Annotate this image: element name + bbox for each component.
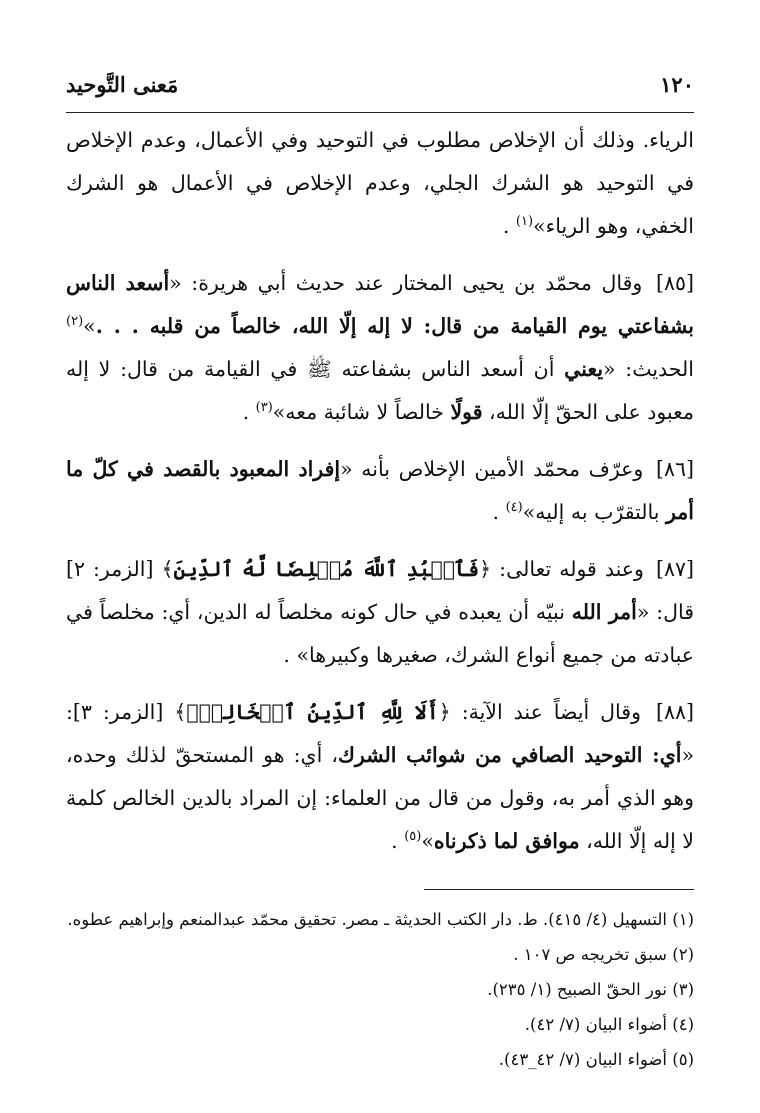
verse-bracket-open: ﴿ <box>479 557 492 581</box>
paragraph-number: [٨٨] <box>655 700 694 724</box>
footnote-ref[interactable]: (٥) <box>404 829 422 845</box>
paragraph-end: . <box>391 829 398 853</box>
footnote-ref[interactable]: (٢) <box>66 314 84 330</box>
footnote-separator <box>424 889 694 890</box>
page-header <box>66 72 694 113</box>
footnote-3: (٣) نور الحقّ الصبيح (١/ ٢٣٥). <box>487 980 694 999</box>
paragraph-text: نبيّه أن يعبده في حال كونه مخلصاً له الدين، أي: مخلصاً في عبادته من جميع أنواع الشرك، صغيرها وكبيرها» <box>66 600 694 667</box>
definition-bold: إفراد المعبود بالقصد في كلّ ما أمر <box>66 457 694 524</box>
verse-text: أَلَا لِلَّهِ ٱلدِّينُ ٱلۡخَالِصُۚ <box>186 700 439 724</box>
verse-bracket-open: ﴿ <box>438 700 451 724</box>
paragraph-text: الرياء. وذلك أن الإخلاص مطلوب في التوحيد وفي الأعمال، وعدم الإخلاص في التوحيد هو الشرك الجلي، وعدم الإخلاص في الأعمال هو الشرك الخفي، وهو الرياء» <box>66 128 694 238</box>
commentary-end: خالصاً لا شائبة معه» <box>272 400 444 424</box>
paragraph-end: . <box>502 214 510 238</box>
verse-bracket-close: ﴾ <box>174 700 187 724</box>
commentary-text: أن أسعد الناس بشفاعته ﷺ في القيامة من قال: لا إله معبود على الحقّ إلّا الله، <box>66 357 694 424</box>
verse-source: [الزمر: ٢] <box>66 557 154 581</box>
quote-close: » <box>83 314 96 338</box>
paragraph-85 <box>66 262 694 434</box>
paragraph-text: بالتقرّب به إليه» <box>522 500 660 524</box>
commentary-bold-2: قولًا <box>450 400 483 424</box>
footnote-2: (٢) سبق تخريجه ص ١٠٧ . <box>513 945 694 964</box>
footnote-ref[interactable]: (٣) <box>255 400 273 416</box>
paragraph-number: [٨٧] <box>655 557 694 581</box>
paragraph-intro: وعند قوله تعالى: <box>499 557 644 581</box>
paragraph-intro: وقال محمّد بن يحيى المختار عند حديث أبي هريرة: « <box>169 271 643 295</box>
commentary-bold: أمر الله <box>571 600 637 624</box>
verse-bracket-close: ﴾ <box>161 557 174 581</box>
footnote-1: (١) التسهيل (٤/ ٤١٥). ط. دار الكتب الحديثة ـ مصر. تحقيق محمّد عبدالمنعم وإبراهيم عطوه. <box>67 910 694 929</box>
page-number: ١٢٠ <box>660 72 694 97</box>
main-text <box>66 119 694 863</box>
footnote-5: (٥) أضواء البيان (٧/ ٤٢_٤٣). <box>498 1050 694 1069</box>
commentary-intro: الحديث: « <box>603 357 694 381</box>
paragraph-number: [٨٥] <box>655 271 694 295</box>
book-page <box>66 72 694 1077</box>
paragraph-text: ، أي: هو المستحقّ لذلك وحده، وهو الذي أمر به، وقول من قال من العلماء: إن المراد بالدين الخالص كلمة لا إله إلّا الله، <box>66 743 694 853</box>
verse-source: [الزمر: ٣]: <box>66 700 164 724</box>
paragraph-number: [٨٦] <box>655 457 694 481</box>
hadith-text: أسعد الناس بشفاعتي يوم القيامة من قال: لا إله إلّا الله، خالصاً من قلبه . . . <box>66 271 694 338</box>
commentary-bold: أي: التوحيد الصافي من شوائب الشرك <box>338 743 682 767</box>
paragraph-end: . <box>492 500 500 524</box>
quran-verse <box>174 700 450 724</box>
commentary-bold: يعني <box>564 357 604 381</box>
paragraph-intro: وقال أيضاً عند الآية: <box>461 700 641 724</box>
paragraph-end: . <box>283 643 290 667</box>
running-title: مَعنى التَّوحيد <box>66 72 179 97</box>
footnote-ref[interactable]: (٤) <box>505 500 523 516</box>
paragraph-continuation <box>66 119 694 248</box>
paragraph-intro: وعرّف محمّد الأمين الإخلاص بأنه « <box>340 457 644 481</box>
paragraph-87 <box>66 548 694 677</box>
footnotes <box>66 902 694 1077</box>
quran-verse <box>161 557 491 581</box>
commentary-bold-2: موافق لما ذكرناه <box>433 829 580 853</box>
verse-text: فَٱعۡبُدِ ٱللَّهَ مُخۡلِصٗا لَّهُ ٱلدِّينَ <box>173 557 480 581</box>
paragraph-end: . <box>242 400 250 424</box>
paragraph-said: قال: « <box>636 600 695 624</box>
paragraph-88 <box>66 691 694 863</box>
footnote-ref[interactable]: (١) <box>515 214 534 230</box>
footnote-4: (٤) أضواء البيان (٧/ ٤٢). <box>524 1015 694 1034</box>
paragraph-86 <box>66 448 694 534</box>
quote-open: « <box>681 743 694 767</box>
quote-close: » <box>421 829 434 853</box>
